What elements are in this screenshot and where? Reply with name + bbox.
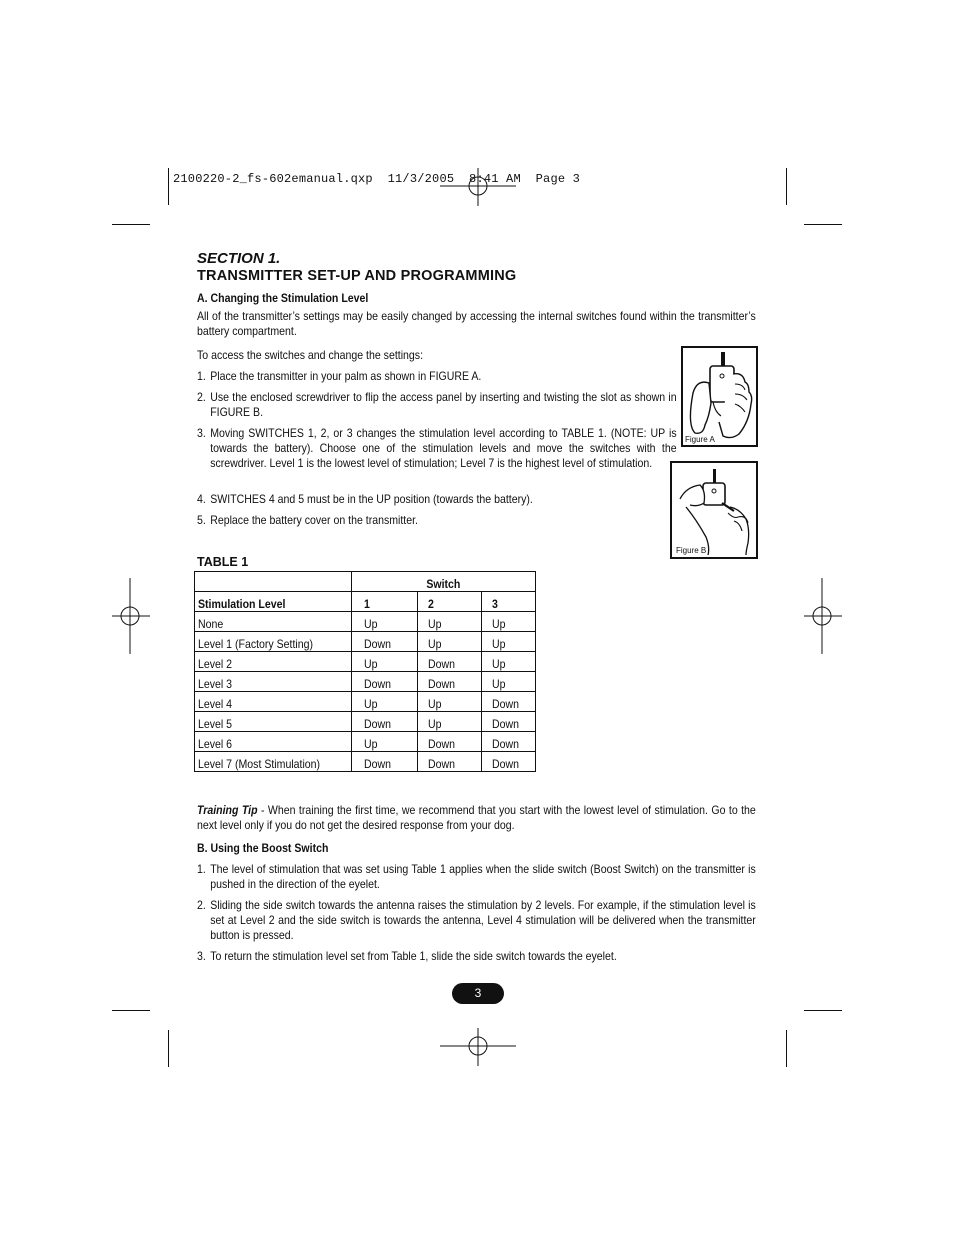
- table-cell: Up: [418, 712, 482, 732]
- table-row: [195, 732, 536, 752]
- table-cell: Down: [482, 692, 536, 712]
- table-label: TABLE 1: [197, 555, 249, 569]
- table-cell: Down: [352, 712, 418, 732]
- table-row: [195, 632, 536, 652]
- table-cell: Down: [482, 752, 536, 772]
- figure-a-caption: Figure A: [685, 435, 715, 444]
- part-a-intro: All of the transmitter’s settings may be easily changed by accessing the internal switches found within the transmitter’s battery compartment.: [197, 309, 756, 338]
- figure-b-caption: Figure B: [676, 546, 707, 555]
- table-cell: Level 6: [195, 732, 352, 752]
- table-cell: Down: [352, 672, 418, 692]
- table-header-row: [195, 592, 536, 612]
- table-cell: Down: [482, 732, 536, 752]
- step-text: The level of stimulation that was set using Table 1 applies when the slide switch (Boost Switch) on the transmitter is pushed in the direction of the eyelet.: [210, 862, 756, 891]
- step-number: 1.: [197, 369, 206, 383]
- table-header-cell: 1: [352, 592, 418, 612]
- crop-mark: [168, 1030, 169, 1067]
- training-tip: [197, 803, 756, 833]
- table-cell: Up: [482, 652, 536, 672]
- table-group-header-row: [195, 572, 536, 592]
- table-group-header: Switch: [352, 572, 536, 592]
- table-row: [195, 612, 536, 632]
- table-cell: Up: [352, 732, 418, 752]
- table-cell: Level 7 (Most Stimulation): [195, 752, 352, 772]
- hand-holding-transmitter-illustration: [683, 348, 756, 445]
- step-number: 1.: [197, 862, 206, 876]
- part-b-heading: B. Using the Boost Switch: [197, 841, 329, 855]
- table-cell: Down: [352, 632, 418, 652]
- step-number: 4.: [197, 492, 206, 506]
- page-number: 3: [452, 983, 504, 1004]
- table-cell: Level 3: [195, 672, 352, 692]
- crop-mark: [804, 1010, 842, 1011]
- step-text: Replace the battery cover on the transmitter.: [210, 513, 418, 527]
- table-row: [195, 672, 536, 692]
- table-cell: Level 2: [195, 652, 352, 672]
- step-number: 5.: [197, 513, 206, 527]
- figure-b: [670, 461, 758, 559]
- step-text: SWITCHES 4 and 5 must be in the UP position (towards the battery).: [210, 492, 533, 506]
- crop-mark: [804, 224, 842, 225]
- table-cell: Down: [418, 752, 482, 772]
- table-cell: Up: [418, 612, 482, 632]
- printer-slug: 2100220-2_fs-602emanual.qxp 11/3/2005 8:41 AM Page 3: [173, 172, 581, 186]
- crop-mark: [112, 224, 150, 225]
- table-cell: Up: [418, 692, 482, 712]
- table-row: [195, 692, 536, 712]
- screwdriver-opening-panel-illustration: [672, 463, 756, 557]
- part-a-heading: A. Changing the Stimulation Level: [197, 291, 369, 305]
- table-cell: Up: [482, 612, 536, 632]
- table-row: [195, 652, 536, 672]
- registration-mark-bottom: [440, 1028, 516, 1068]
- table-cell: Level 5: [195, 712, 352, 732]
- table-cell: Up: [352, 652, 418, 672]
- training-tip-label: Training Tip: [197, 803, 258, 817]
- section-title: TRANSMITTER SET-UP AND PROGRAMMING: [197, 268, 517, 284]
- step-text: To return the stimulation level set from Table 1, slide the side switch towards the eyelet.: [210, 949, 617, 963]
- crop-mark: [112, 1010, 150, 1011]
- stimulation-table: [194, 571, 536, 772]
- registration-mark-right: [804, 578, 844, 654]
- table-row: [195, 752, 536, 772]
- part-a-lead: To access the switches and change the settings:: [197, 348, 424, 362]
- step-text: Use the enclosed screwdriver to flip the access panel by inserting and twisting the slot as shown in FIGURE B.: [210, 390, 677, 419]
- table-cell: Down: [352, 752, 418, 772]
- table-header-cell: Stimulation Level: [195, 592, 352, 612]
- step-text: Place the transmitter in your palm as shown in FIGURE A.: [210, 369, 482, 383]
- crop-mark: [786, 168, 787, 205]
- step-number: 2.: [197, 390, 206, 404]
- section-number: SECTION 1.: [197, 250, 281, 267]
- table-cell: Level 1 (Factory Setting): [195, 632, 352, 652]
- step-text: Moving SWITCHES 1, 2, or 3 changes the stimulation level according to TABLE 1. (NOTE: UP is towards the battery). Choose one of the stimulation levels and move the switches with the screwdriver. Level 1 is the lowest level of stimulation; Level 7 is the highest level of stimulation.: [210, 426, 677, 470]
- crop-mark: [168, 168, 169, 205]
- figure-a: [681, 346, 758, 447]
- registration-mark-top: [440, 168, 516, 208]
- table-cell: Up: [418, 632, 482, 652]
- step-text: Sliding the side switch towards the antenna raises the stimulation by 2 levels. For example, if the stimulation level is set at Level 2 and the side switch is towards the antenna, Level 4 stimulation will be delivered when the transmitter button is pressed.: [210, 898, 756, 942]
- table-cell: Up: [352, 612, 418, 632]
- table-cell: None: [195, 612, 352, 632]
- step-number: 3.: [197, 949, 206, 963]
- step-number: 2.: [197, 898, 206, 912]
- table-cell: Level 4: [195, 692, 352, 712]
- crop-mark: [786, 1030, 787, 1067]
- table-header-cell: 3: [482, 592, 536, 612]
- table-header-cell: 2: [418, 592, 482, 612]
- table-cell: Up: [352, 692, 418, 712]
- table-cell: Down: [418, 652, 482, 672]
- registration-mark-left: [112, 578, 152, 654]
- training-tip-text: - When training the first time, we recommend that you start with the lowest level of stimulation. Go to the next level only if you do not get the desired response from your dog.: [197, 803, 756, 832]
- table-cell: Up: [482, 632, 536, 652]
- table-cell: Up: [482, 672, 536, 692]
- step-number: 3.: [197, 426, 206, 440]
- table-row: [195, 712, 536, 732]
- table-cell: Down: [482, 712, 536, 732]
- table-cell: [195, 572, 352, 592]
- table-cell: Down: [418, 732, 482, 752]
- table-cell: Down: [418, 672, 482, 692]
